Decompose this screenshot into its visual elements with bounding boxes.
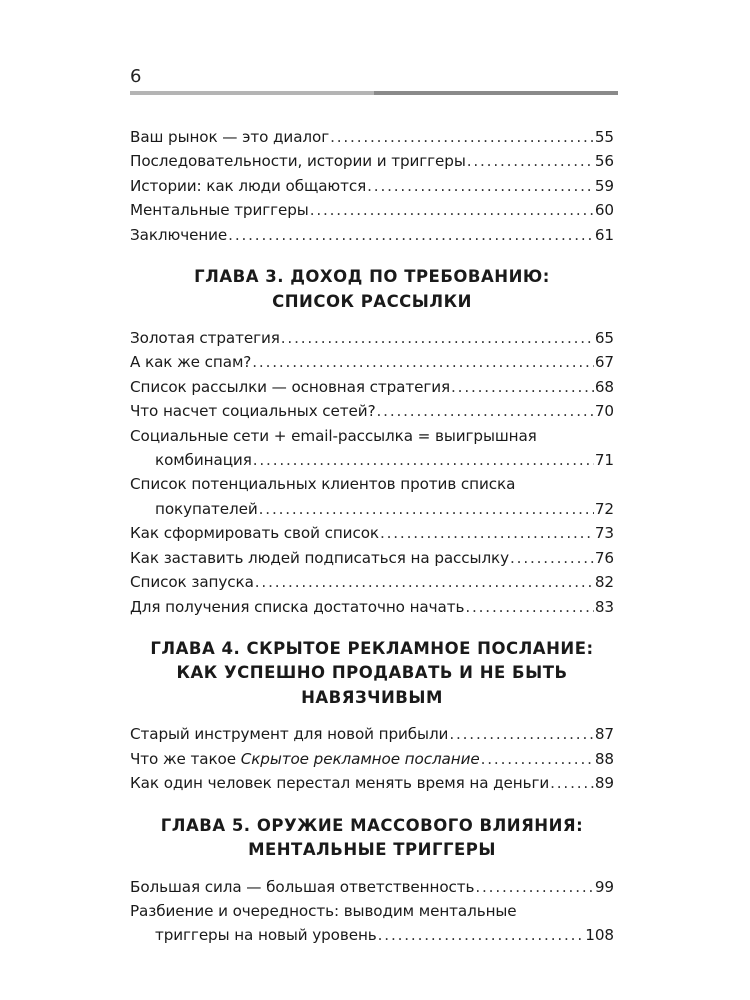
toc-entry-title: Последовательности, истории и триггеры	[130, 152, 466, 171]
toc-entry[interactable]	[130, 125, 614, 149]
dot-leader	[550, 771, 594, 795]
toc-entry-row	[130, 326, 614, 350]
toc-entry[interactable]	[130, 875, 614, 899]
toc-entry-page-number: 65	[594, 329, 614, 348]
toc-entry[interactable]	[130, 595, 614, 619]
chapter-heading-line: МЕНТАЛЬНЫЕ ТРИГГЕРЫ	[248, 840, 496, 860]
toc-entry-title-line: Разбиение и очередность: выводим ментальные	[130, 902, 517, 921]
toc-entry-title: Ментальные триггеры	[130, 201, 309, 220]
toc-entry-title: Большая сила — большая ответственность	[130, 877, 475, 896]
toc-entry-page-number: 60	[594, 201, 614, 220]
dot-leader	[451, 375, 594, 399]
toc-entry-row	[130, 448, 614, 472]
toc-entry[interactable]	[130, 747, 614, 771]
toc-entry-title: Как сформировать свой список	[130, 524, 379, 543]
dot-leader	[253, 448, 594, 472]
toc-entry-title: Старый инструмент для новой прибыли	[130, 725, 449, 744]
toc-entry-title-text: Что же такое	[130, 749, 241, 768]
toc-entry-page-number: 83	[594, 597, 614, 616]
toc-entry-page-number: 68	[594, 377, 614, 396]
dot-leader	[378, 923, 585, 947]
toc-entry-row	[130, 350, 614, 374]
toc-entry-page-number: 89	[594, 774, 614, 793]
toc-entry[interactable]	[130, 424, 614, 473]
dot-leader	[380, 521, 594, 545]
toc-entry-page-number: 59	[594, 176, 614, 195]
toc-entry-row	[130, 546, 614, 570]
toc-entry[interactable]	[130, 546, 614, 570]
chapter-heading	[122, 265, 622, 314]
toc-entry-row	[130, 125, 614, 149]
toc-entry-title: А как же спам?	[130, 353, 252, 372]
toc-entry-title: Список запуска	[130, 573, 254, 592]
page-number: 6	[130, 66, 142, 87]
toc-entry[interactable]	[130, 223, 614, 247]
toc-entry-row	[130, 375, 614, 399]
toc-entry[interactable]	[130, 350, 614, 374]
dot-leader	[377, 399, 594, 423]
toc-entry-row	[130, 399, 614, 423]
toc-entry-row	[130, 223, 614, 247]
dot-leader	[252, 350, 594, 374]
toc-entry-title: Истории: как люди общаются	[130, 176, 367, 195]
toc-entry[interactable]	[130, 521, 614, 545]
toc-entry-title-italic: Скрытое рекламное послание	[240, 749, 480, 768]
toc-entry[interactable]	[130, 174, 614, 198]
toc-entry-page-number: 76	[594, 548, 614, 567]
toc-entry-page-number: 88	[594, 749, 614, 768]
chapter-heading-line: ГЛАВА 5. ОРУЖИЕ МАССОВОГО ВЛИЯНИЯ:	[160, 815, 584, 835]
toc-entry-page-number: 108	[585, 926, 614, 945]
chapter-heading-line: СПИСОК РАССЫЛКИ	[272, 291, 472, 311]
toc-entry-title: комбинация	[155, 451, 252, 470]
chapter-heading-line: ГЛАВА 3. ДОХОД ПО ТРЕБОВАНИЮ:	[194, 267, 550, 287]
dot-leader	[467, 149, 594, 173]
toc-entry-title: Заключение	[130, 225, 228, 244]
header-rule	[130, 91, 618, 95]
toc-entry-title: триггеры на новый уровень	[155, 926, 377, 945]
toc-entry[interactable]	[130, 149, 614, 173]
toc-entry[interactable]	[130, 771, 614, 795]
toc-entry[interactable]	[130, 472, 614, 521]
toc-entry-row	[130, 497, 614, 521]
toc-entry-row	[130, 198, 614, 222]
toc-entry-page-number: 87	[594, 725, 614, 744]
toc-entry[interactable]	[130, 198, 614, 222]
toc-entry-page-number: 99	[594, 877, 614, 896]
dot-leader	[228, 223, 594, 247]
toc-entry-page-number: 82	[594, 573, 614, 592]
toc-entry-page-number: 55	[594, 128, 614, 146]
dot-leader	[367, 174, 594, 198]
toc-entry-row	[130, 923, 614, 947]
toc-entry-page-number: 61	[594, 225, 614, 244]
toc-entry-page-number: 73	[594, 524, 614, 543]
toc-entry-title: Что насчет социальных сетей?	[130, 402, 376, 421]
toc-entry-title: покупателей	[155, 499, 258, 518]
toc-entry-row	[130, 174, 614, 198]
table-of-contents	[130, 125, 614, 948]
dot-leader	[510, 546, 594, 570]
chapter-heading-line: ГЛАВА 4. СКРЫТОЕ РЕКЛАМНОЕ ПОСЛАНИЕ:	[150, 638, 594, 658]
toc-entry-row	[130, 722, 614, 746]
toc-entry-title: Как один человек перестал менять время на деньги	[130, 774, 550, 793]
dot-leader	[475, 875, 593, 899]
toc-entry-title: Ваш рынок — это диалог	[130, 128, 330, 146]
toc-entry[interactable]	[130, 722, 614, 746]
toc-entry-page-number: 71	[594, 451, 614, 470]
toc-entry-row	[130, 747, 614, 771]
dot-leader	[481, 747, 594, 771]
toc-entry[interactable]	[130, 399, 614, 423]
toc-entry-page-number: 72	[594, 499, 614, 518]
dot-leader	[255, 570, 594, 594]
chapter-heading-line: КАК УСПЕШНО ПРОДАВАТЬ И НЕ БЫТЬ НАВЯЗЧИВЫМ	[176, 663, 568, 707]
toc-entry-row	[130, 595, 614, 619]
dot-leader	[449, 722, 594, 746]
toc-entry-row	[130, 570, 614, 594]
toc-entry-row	[130, 771, 614, 795]
toc-entry-title-line: Список потенциальных клиентов против списка	[130, 475, 516, 494]
dot-leader	[259, 497, 594, 521]
chapter-heading	[122, 637, 622, 711]
toc-entry-row	[130, 521, 614, 545]
toc-entry[interactable]	[130, 326, 614, 350]
toc-entry-title-line: Социальные сети + email-рассылка = выигрышная	[130, 426, 537, 445]
dot-leader	[330, 125, 594, 149]
toc-entry-page-number: 56	[594, 152, 614, 171]
chapter-heading	[122, 814, 622, 863]
toc-entry-title: Для получения списка достаточно начать	[130, 597, 465, 616]
toc-entry-title: Как заставить людей подписаться на рассылку	[130, 548, 510, 567]
dot-leader	[465, 595, 594, 619]
dot-leader	[310, 198, 594, 222]
toc-entry-page-number: 70	[594, 402, 614, 421]
toc-entry-page-number: 67	[594, 353, 614, 372]
toc-entry[interactable]	[130, 899, 614, 948]
toc-entry[interactable]	[130, 570, 614, 594]
toc-entry[interactable]	[130, 375, 614, 399]
toc-entry-title	[130, 747, 480, 771]
toc-entry-title: Список рассылки — основная стратегия	[130, 377, 451, 396]
toc-entry-title: Золотая стратегия	[130, 329, 280, 348]
toc-entry-row	[130, 149, 614, 173]
dot-leader	[281, 326, 594, 350]
toc-entry-row	[130, 875, 614, 899]
